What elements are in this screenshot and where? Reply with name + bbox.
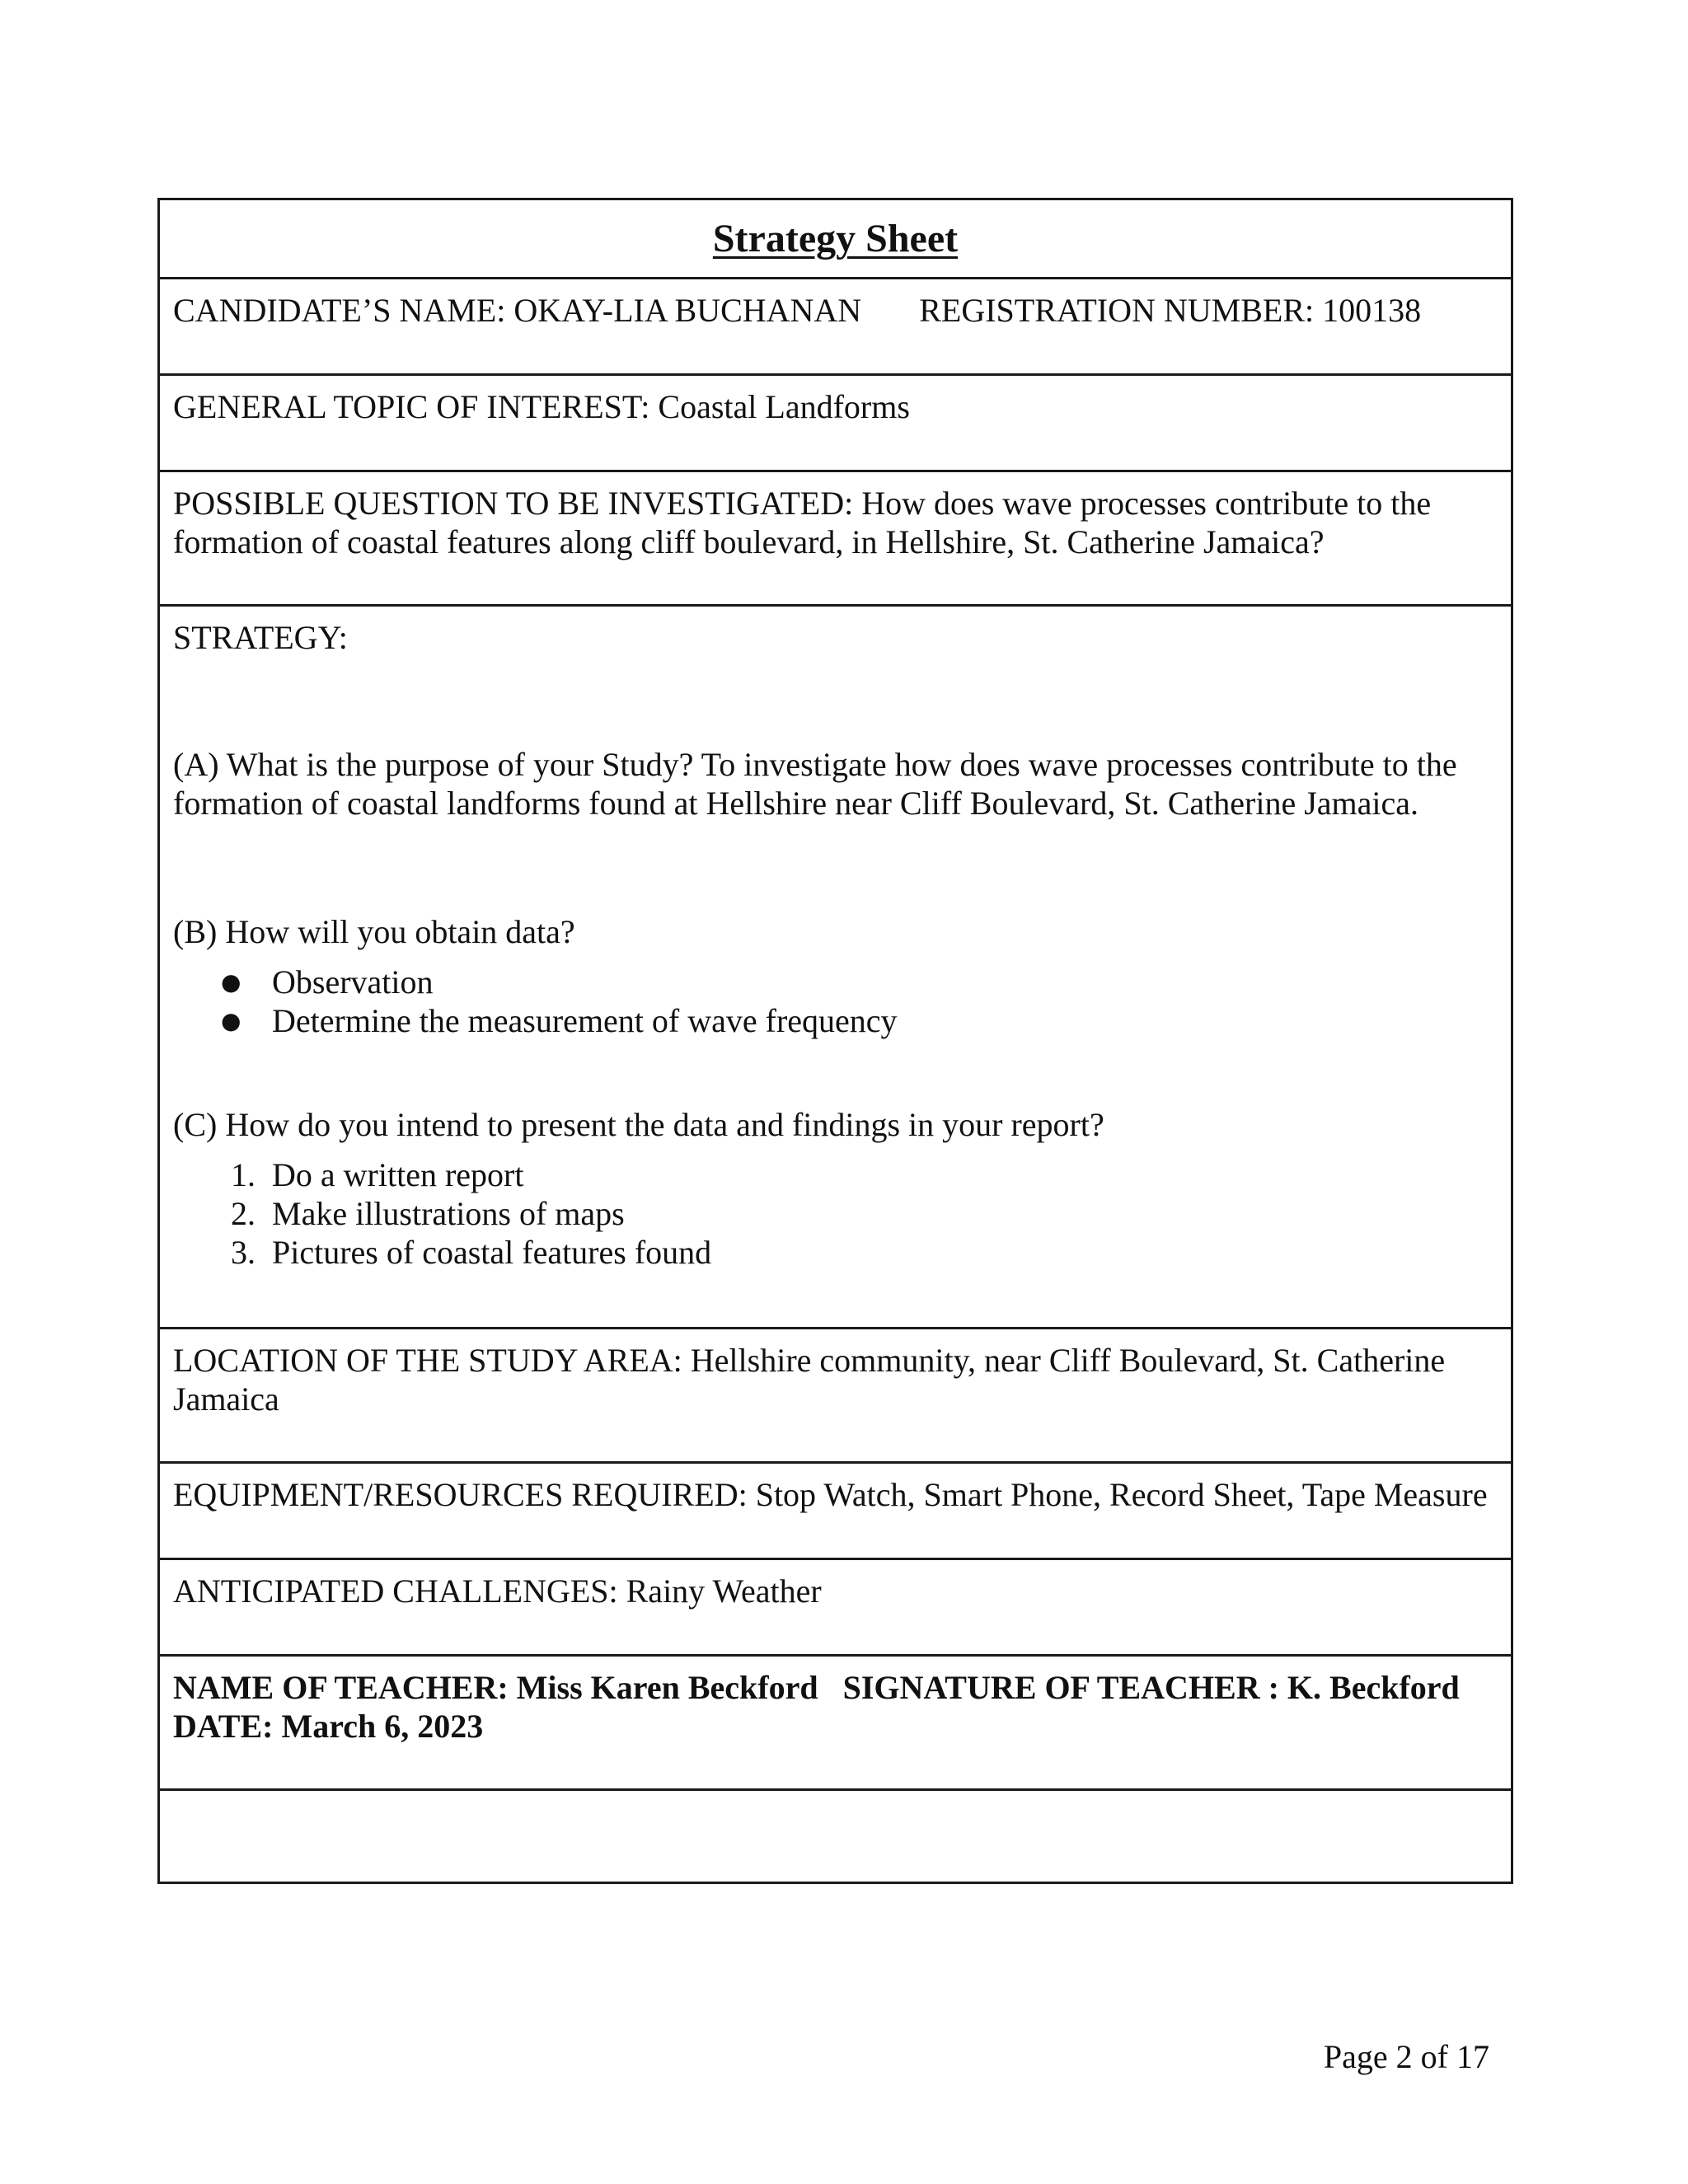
candidate-row [160, 279, 1511, 376]
title-row [160, 200, 1511, 279]
spacer [861, 291, 919, 373]
present-methods-list [173, 1155, 1498, 1272]
teacher-row [160, 1657, 1511, 1791]
question-row [160, 472, 1511, 607]
challenges-row [160, 1560, 1511, 1657]
investigation-question: POSSIBLE QUESTION TO BE INVESTIGATED: How does wave processes contribute to the formation of coastal features along cliff boulevard, in Hellshire, St. Catherine Jamaica? [173, 485, 1432, 560]
purpose-text: (A) What is the purpose of your Study? To investigate how does wave processes contribute to the formation of coastal landforms found at Hellshire near Cliff Boulevard, St. Catherine Jamaica. [173, 746, 1457, 822]
strategy-sheet-table [157, 198, 1513, 1884]
bullet-icon: ● [221, 1007, 241, 1034]
registration-number: REGISTRATION NUMBER: 100138 [919, 292, 1422, 329]
obtain-data-question: (B) How will you obtain data? [173, 913, 575, 950]
list-number: 2. [231, 1195, 256, 1232]
location-row [160, 1329, 1511, 1464]
list-item [173, 1155, 1498, 1194]
list-item [173, 1194, 1498, 1233]
strategy-label: STRATEGY: [173, 619, 348, 656]
topic-row [160, 376, 1511, 472]
list-item [173, 1001, 1498, 1040]
equipment-resources: EQUIPMENT/RESOURCES REQUIRED: Stop Watch, Smart Phone, Record Sheet, Tape Measure [173, 1476, 1488, 1513]
list-number: 1. [231, 1156, 256, 1193]
list-item-text: Make illustrations of maps [272, 1195, 625, 1232]
list-item [173, 963, 1498, 1001]
present-data-question: (C) How do you intend to present the data and findings in your report? [173, 1106, 1104, 1143]
spacer [818, 1668, 843, 1707]
bullet-icon: ● [221, 968, 241, 996]
candidate-name: CANDIDATE’S NAME: OKAY-LIA BUCHANAN [173, 292, 862, 329]
page-number: Page 2 of 17 [1323, 2038, 1489, 2075]
teacher-date: DATE: March 6, 2023 [173, 1708, 484, 1745]
equipment-row [160, 1464, 1511, 1560]
list-item-text: Pictures of coastal features found [272, 1234, 712, 1271]
list-item-text: Observation [272, 963, 434, 1001]
strategy-row [160, 607, 1511, 1329]
teacher-name: NAME OF TEACHER: Miss Karen Beckford [173, 1669, 818, 1706]
study-location: LOCATION OF THE STUDY AREA: Hellshire community, near Cliff Boulevard, St. Catherine Jamaica [173, 1342, 1446, 1418]
anticipated-challenges: ANTICIPATED CHALLENGES: Rainy Weather [173, 1572, 822, 1610]
list-number: 3. [231, 1234, 256, 1271]
blank-row [160, 1791, 1511, 1882]
obtain-methods-list [173, 963, 1498, 1040]
list-item [173, 1233, 1498, 1272]
list-item-text: Determine the measurement of wave frequency [272, 1002, 898, 1039]
list-item-text: Do a written report [272, 1156, 524, 1193]
teacher-line [173, 1668, 1498, 1707]
page-title: Strategy Sheet [712, 217, 959, 260]
general-topic: GENERAL TOPIC OF INTEREST: Coastal Landforms [173, 388, 910, 425]
teacher-signature: SIGNATURE OF TEACHER : K. Beckford [842, 1669, 1460, 1706]
